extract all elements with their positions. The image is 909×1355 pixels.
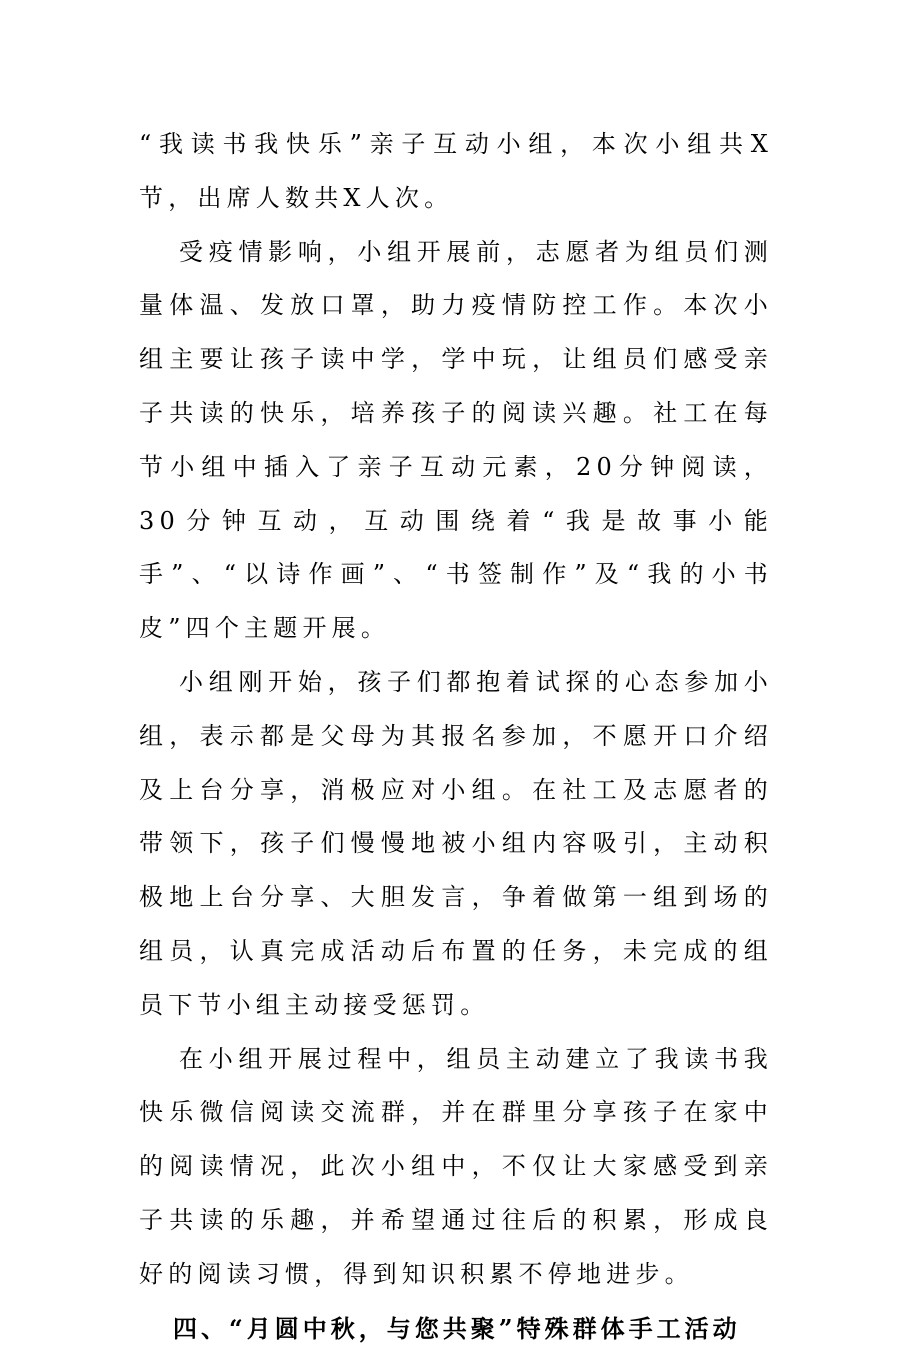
paragraph-group-process: 在小组开展过程中，组员主动建立了我读书我快乐微信阅读交流群，并在群里分享孩子在家中的阅读情况，此次小组中，不仅让大家感受到亲子共读的乐趣，并希望通过往后的积累，形成良好的阅读习惯，得到知识积累不停地进步。 bbox=[139, 1044, 773, 1288]
section-heading: 四、“月圆中秋，与您共聚”特殊群体手工活动 bbox=[173, 1313, 741, 1343]
paragraph-intro: “我读书我快乐”亲子互动小组，本次小组共X节，出席人数共X人次。 bbox=[139, 130, 773, 212]
document-body bbox=[139, 118, 773, 1355]
paragraph-group-start: 小组刚开始，孩子们都抱着试探的心态参加小组，表示都是父母为其报名参加，不愿开口介绍及上台分享，消极应对小组。在社工及志愿者的带领下，孩子们慢慢地被小组内容吸引，主动积极地上台分享、大胆发言，争着做第一组到场的组员，认真完成活动后布置的任务，未完成的组员下节小组主动接受惩罚。 bbox=[139, 667, 773, 1019]
paragraph-epidemic: 受疫情影响，小组开展前，志愿者为组员们测量体温、发放口罩，助力疫情防控工作。本次小组主要让孩子读中学，学中玩，让组员们感受亲子共读的快乐，培养孩子的阅读兴趣。社工在每节小组中插入了亲子互动元素，20分钟阅读，30分钟互动，互动围绕着“我是故事小能手”、“以诗作画”、“书签制作”及“我的小书皮”四个主题开展。 bbox=[139, 237, 773, 643]
